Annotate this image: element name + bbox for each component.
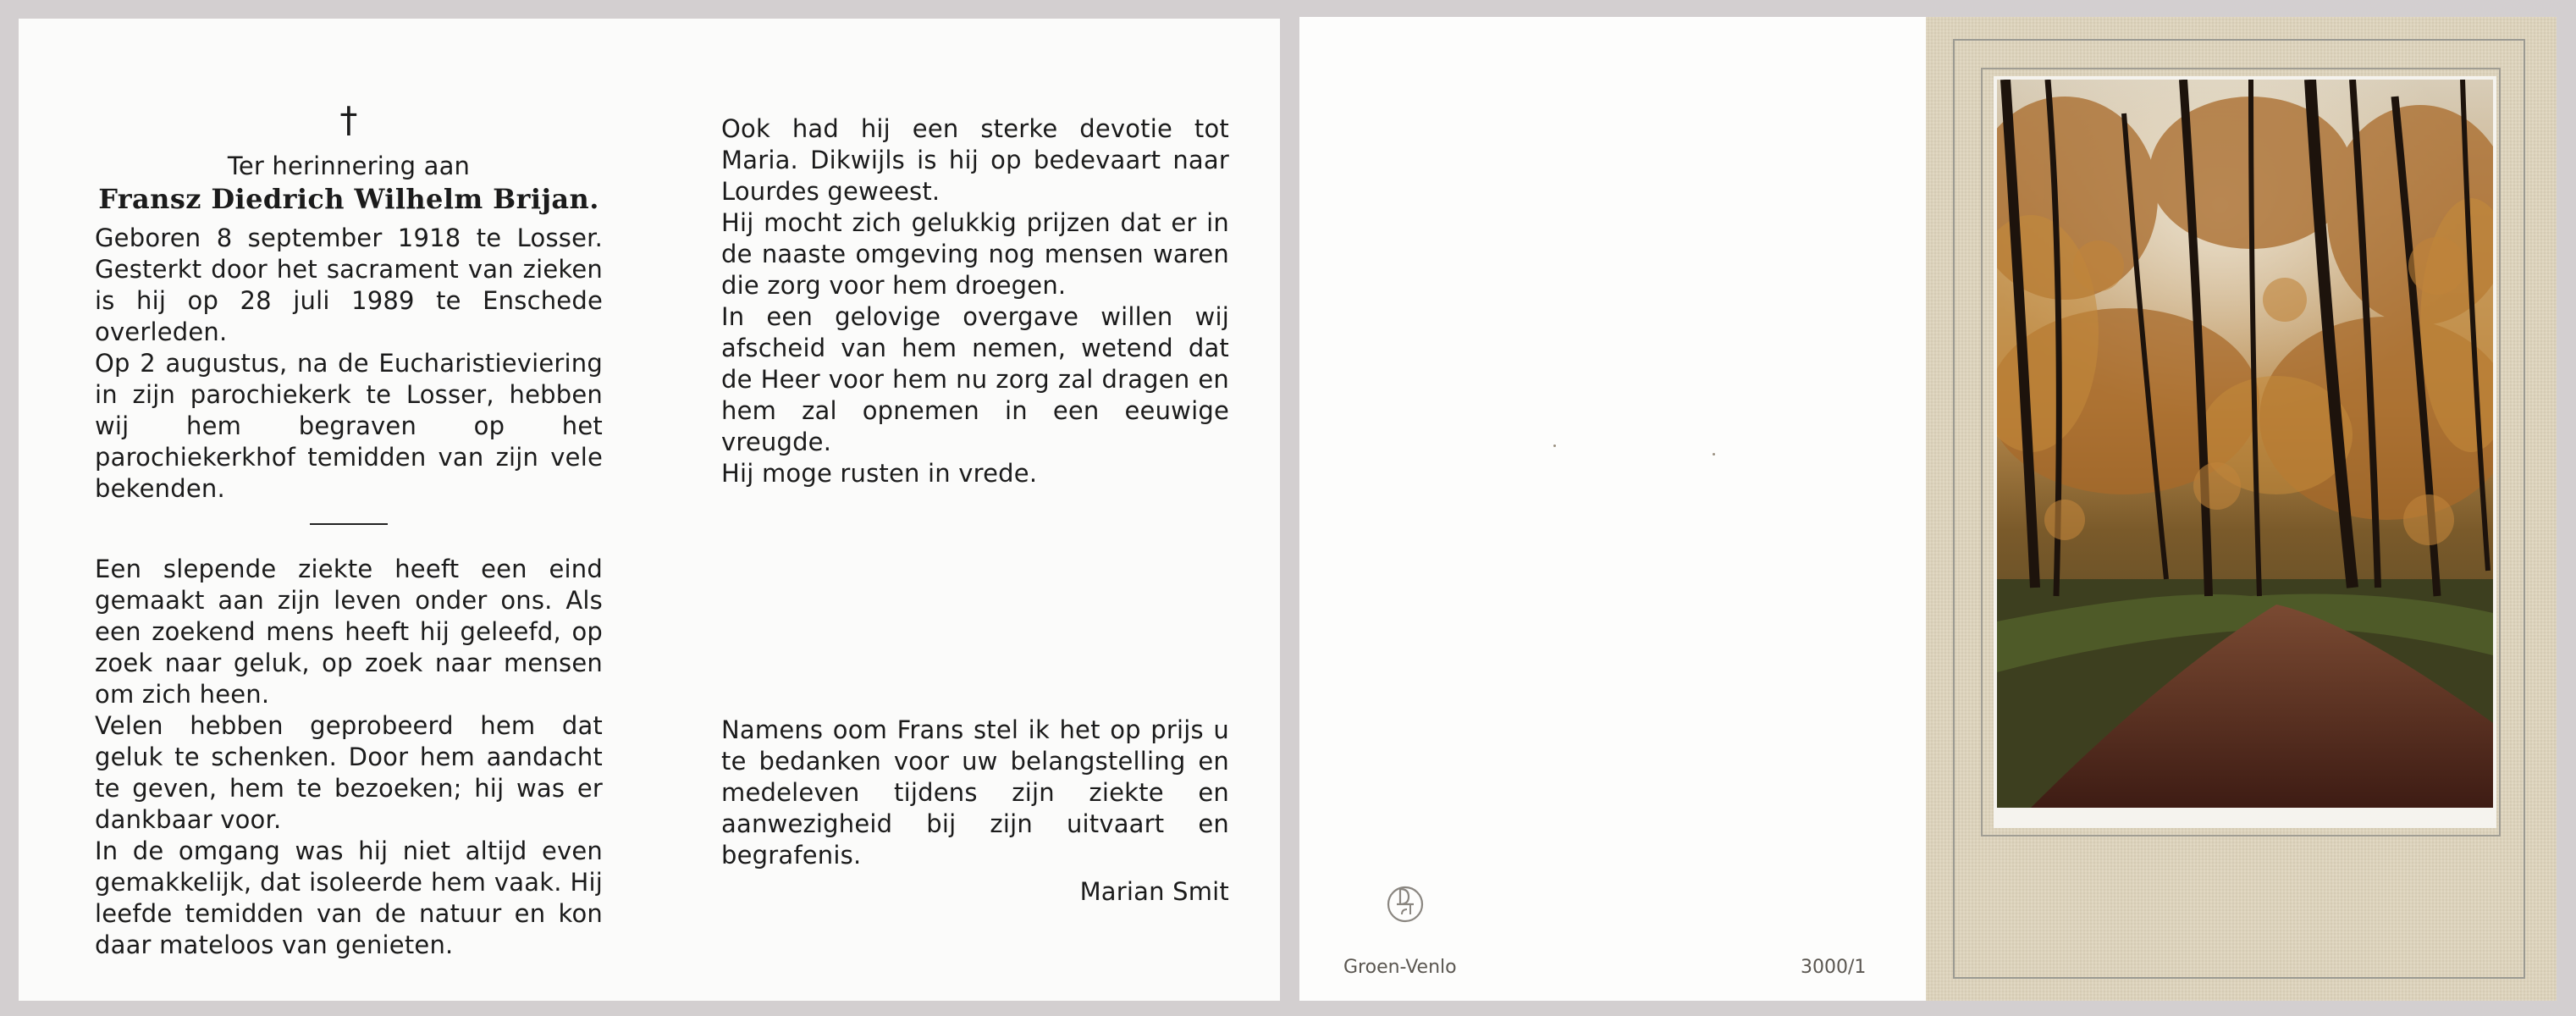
cross-icon: † [339,99,358,141]
paragraph-illness: Een slepende ziekte heeft een eind gemaakt aan zijn leven onder ons. Als een zoekend mens heeft hij geleefd, op zoek naar geluk, op zoek naar mensen om zich heen. [95,555,603,709]
paragraph-character: In de omgang was hij niet altijd even gemakkelijk, dat isoleerde hem vaak. Hij leefde temidden van de natuur en kon daar mateloos van genieten. [95,837,603,959]
divider-line [310,523,388,525]
paragraph-care: Velen hebben geprobeerd hem dat geluk te schenken. Door hem aandacht te geven, hem te bezoeken; hij was er dankbaar voor. [95,711,603,834]
card-number: 3000/1 [1801,957,1867,978]
paragraph-gratitude: Hij mocht zich gelukkig prijzen dat er in de naaste omgeving nog mensen waren die zorg voor hem droegen. [721,208,1229,300]
paper-speck [1713,453,1715,456]
text-column-right [721,113,1229,489]
publisher-name: Groen-Venlo [1343,957,1457,978]
paragraph-devotion: Ook had hij een sterke devotie tot Maria. Dikwijls is hij op bedevaart naar Lourdes geweest. [721,114,1229,206]
memorial-card-inside [19,19,1280,1001]
cover-page [1926,17,2557,1001]
signature: Marian Smit [1079,877,1229,906]
deceased-name: Fransz Diedrich Wilhelm Brijan. [98,183,599,215]
blank-back-page [1299,17,1926,1001]
autumn-forest-path-image [1997,80,2493,808]
paragraph-burial: Op 2 augustus, na de Eucharistieviering in zijn parochiekerk te Losser, hebben wij hem begraven op het parochiekerkhof temidden van zijn vele bekenden. [95,349,603,503]
memorial-card-cover [1299,17,2557,1001]
paragraph-birth-death: Geboren 8 september 1918 te Losser. Gesterkt door het sacrament van zieken is hij op 28 juli 1989 te Enschede overleden. [95,224,603,346]
text-column-left [95,99,603,961]
intro-line: Ter herinnering aan [227,152,471,180]
groen-venlo-logo-icon [1380,874,1431,925]
paper-speck [1553,444,1556,447]
paragraph-rest: Hij moge rusten in vrede. [721,459,1038,488]
paragraph-farewell: In een gelovige overgave willen wij afscheid van hem nemen, wetend dat de Heer voor hem nu zorg zal dragen en hem zal opnemen in een eeuwige vreugde. [721,302,1229,456]
paragraph-thanks: Namens oom Frans stel ik het op prijs u te bedanken voor uw belangstelling en medeleven tijdens zijn ziekte en aanwezigheid bij zijn uitvaart en begrafenis. [721,715,1229,870]
thanks-block [721,715,1229,908]
